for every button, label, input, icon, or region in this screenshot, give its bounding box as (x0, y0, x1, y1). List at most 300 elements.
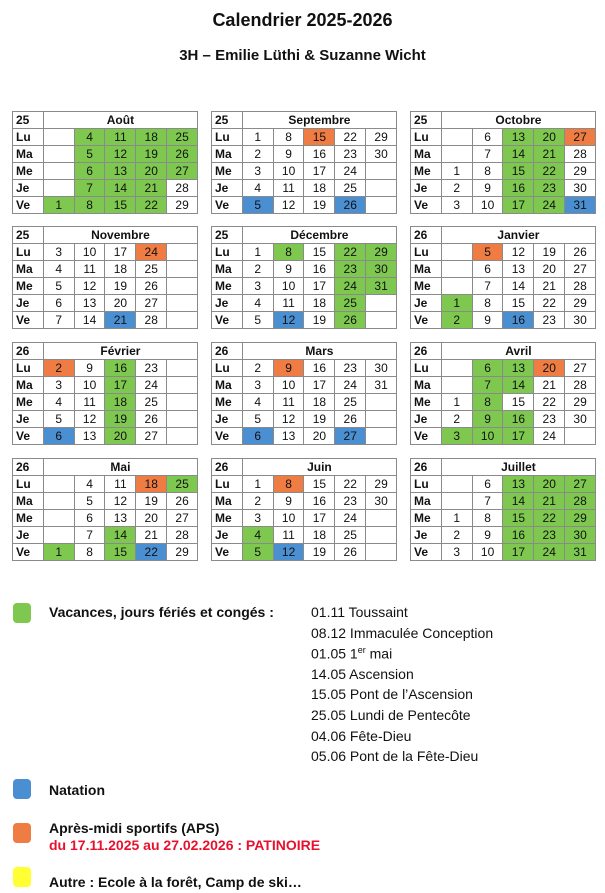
weekday-label: Ve (13, 312, 44, 329)
day-cell: 14 (503, 493, 534, 510)
day-cell: 21 (534, 278, 565, 295)
weekday-label: Je (13, 295, 44, 312)
day-cell: 20 (136, 510, 167, 527)
day-cell: 1 (43, 544, 74, 561)
day-cell: 13 (503, 476, 534, 493)
month-name: Octobre (441, 112, 595, 129)
day-cell: 9 (472, 411, 503, 428)
week-number: 26 (13, 343, 44, 360)
weekday-label: Ma (212, 377, 243, 394)
month-calendar (410, 226, 596, 329)
day-cell: 2 (441, 411, 472, 428)
holiday-text-suffix: mai (365, 645, 393, 662)
weekday-label: Ve (411, 428, 442, 445)
day-cell (441, 129, 472, 146)
day-cell: 26 (335, 197, 366, 214)
day-cell: 21 (105, 312, 136, 329)
day-cell: 23 (136, 360, 167, 377)
day-cell: 29 (167, 544, 198, 561)
day-cell (167, 244, 198, 261)
day-cell: 25 (136, 394, 167, 411)
day-cell: 2 (242, 493, 273, 510)
day-cell: 19 (304, 411, 335, 428)
day-cell (441, 244, 472, 261)
day-cell: 14 (503, 278, 534, 295)
month-name: Juillet (441, 459, 595, 476)
day-cell: 11 (74, 394, 105, 411)
day-cell: 10 (472, 197, 503, 214)
holiday-text: 04.06 Fête-Dieu (311, 727, 412, 744)
day-cell: 12 (273, 411, 304, 428)
day-cell: 16 (304, 360, 335, 377)
day-cell: 7 (472, 493, 503, 510)
day-cell: 9 (273, 261, 304, 278)
day-cell: 11 (273, 527, 304, 544)
day-cell: 14 (503, 146, 534, 163)
day-cell: 12 (105, 146, 136, 163)
day-cell: 21 (136, 527, 167, 544)
month-name: Mai (43, 459, 197, 476)
day-cell: 23 (335, 146, 366, 163)
day-cell: 28 (565, 278, 596, 295)
page-subtitle: 3H – Emilie Lüthi & Suzanne Wicht (179, 47, 426, 64)
weekday-label: Ma (212, 493, 243, 510)
day-cell: 22 (335, 244, 366, 261)
day-cell: 26 (167, 493, 198, 510)
day-cell: 29 (565, 295, 596, 312)
weekday-label: Je (212, 527, 243, 544)
day-cell: 16 (304, 261, 335, 278)
day-cell: 3 (441, 197, 472, 214)
day-cell (366, 544, 397, 561)
day-cell: 8 (273, 129, 304, 146)
day-cell: 25 (335, 295, 366, 312)
day-cell: 18 (304, 527, 335, 544)
day-cell: 5 (43, 278, 74, 295)
weekday-label: Je (411, 295, 442, 312)
month-name: Août (43, 112, 197, 129)
day-cell: 16 (503, 411, 534, 428)
day-cell (565, 428, 596, 445)
day-cell: 11 (273, 394, 304, 411)
weekday-label: Lu (212, 244, 243, 261)
day-cell: 29 (366, 129, 397, 146)
day-cell: 19 (105, 278, 136, 295)
day-cell: 31 (565, 544, 596, 561)
day-cell: 5 (472, 244, 503, 261)
month-calendar (12, 458, 198, 561)
day-cell: 15 (105, 544, 136, 561)
day-cell: 23 (534, 312, 565, 329)
day-cell: 21 (534, 146, 565, 163)
day-cell: 24 (335, 510, 366, 527)
day-cell: 15 (503, 295, 534, 312)
day-cell: 10 (273, 278, 304, 295)
day-cell: 12 (105, 493, 136, 510)
holiday-text: 15.05 Pont de l’Ascension (311, 686, 473, 703)
weekday-label: Ma (411, 377, 442, 394)
holiday-item (311, 748, 478, 764)
day-cell: 29 (565, 394, 596, 411)
day-cell: 5 (242, 411, 273, 428)
weekday-label: Ma (13, 377, 44, 394)
weekday-label: Lu (212, 129, 243, 146)
holiday-text: 25.05 Lundi de Pentecôte (311, 707, 471, 723)
day-cell: 26 (335, 312, 366, 329)
day-cell: 25 (136, 261, 167, 278)
weekday-label: Je (212, 295, 243, 312)
day-cell: 28 (167, 527, 198, 544)
weekday-label: Je (13, 411, 44, 428)
holiday-item (311, 645, 392, 662)
day-cell: 7 (74, 180, 105, 197)
month-name: Novembre (43, 227, 197, 244)
weekday-label: Lu (411, 476, 442, 493)
month-name: Avril (441, 343, 595, 360)
day-cell: 3 (242, 377, 273, 394)
day-cell: 31 (366, 377, 397, 394)
weekday-label: Lu (13, 129, 44, 146)
day-cell: 5 (43, 411, 74, 428)
day-cell: 27 (136, 295, 167, 312)
month-name: Décembre (242, 227, 396, 244)
day-cell: 13 (503, 129, 534, 146)
day-cell: 17 (304, 163, 335, 180)
day-cell: 29 (565, 510, 596, 527)
day-cell: 5 (242, 544, 273, 561)
day-cell: 13 (273, 428, 304, 445)
day-cell (43, 180, 74, 197)
week-number: 25 (13, 227, 44, 244)
day-cell (366, 312, 397, 329)
day-cell: 11 (74, 261, 105, 278)
day-cell (167, 360, 198, 377)
day-cell: 4 (242, 295, 273, 312)
day-cell: 23 (534, 180, 565, 197)
day-cell: 8 (273, 476, 304, 493)
weekday-label: Lu (411, 360, 442, 377)
day-cell: 17 (105, 377, 136, 394)
day-cell: 8 (273, 244, 304, 261)
day-cell: 24 (335, 377, 366, 394)
day-cell: 29 (366, 244, 397, 261)
day-cell: 6 (472, 261, 503, 278)
day-cell (366, 428, 397, 445)
day-cell: 20 (105, 295, 136, 312)
day-cell: 1 (441, 510, 472, 527)
month-calendar (410, 111, 596, 214)
day-cell (366, 197, 397, 214)
day-cell: 6 (472, 360, 503, 377)
holiday-item (311, 666, 414, 682)
day-cell: 27 (167, 163, 198, 180)
day-cell: 4 (242, 394, 273, 411)
day-cell (366, 163, 397, 180)
day-cell: 9 (472, 180, 503, 197)
day-cell: 27 (565, 476, 596, 493)
day-cell: 26 (136, 411, 167, 428)
week-number: 25 (212, 112, 243, 129)
day-cell: 10 (74, 244, 105, 261)
day-cell: 4 (242, 180, 273, 197)
month-name: Mars (242, 343, 396, 360)
day-cell (167, 295, 198, 312)
day-cell: 17 (503, 428, 534, 445)
day-cell: 14 (74, 312, 105, 329)
day-cell: 9 (74, 360, 105, 377)
day-cell: 18 (136, 129, 167, 146)
weekday-label: Je (411, 180, 442, 197)
day-cell (441, 278, 472, 295)
day-cell: 2 (242, 360, 273, 377)
day-cell: 3 (43, 377, 74, 394)
day-cell: 13 (74, 428, 105, 445)
weekday-label: Ma (411, 493, 442, 510)
weekday-label: Ve (411, 312, 442, 329)
day-cell: 10 (273, 377, 304, 394)
day-cell: 16 (304, 493, 335, 510)
day-cell: 13 (74, 295, 105, 312)
day-cell: 25 (335, 180, 366, 197)
day-cell: 2 (43, 360, 74, 377)
month-calendar (410, 458, 596, 561)
weekday-label: Je (212, 411, 243, 428)
legend-natation-label: Natation (49, 782, 105, 798)
day-cell: 12 (74, 411, 105, 428)
day-cell: 10 (472, 428, 503, 445)
day-cell: 27 (565, 261, 596, 278)
weekday-label: Me (212, 278, 243, 295)
day-cell (167, 278, 198, 295)
holiday-text: 01.05 1 (311, 645, 358, 662)
day-cell (441, 493, 472, 510)
day-cell (441, 146, 472, 163)
day-cell: 19 (534, 244, 565, 261)
day-cell: 27 (136, 428, 167, 445)
day-cell (366, 411, 397, 428)
day-cell: 14 (503, 377, 534, 394)
day-cell: 11 (273, 295, 304, 312)
weekday-label: Lu (13, 476, 44, 493)
weekday-label: Lu (13, 360, 44, 377)
day-cell: 21 (534, 493, 565, 510)
holiday-text: 05.06 Pont de la Fête-Dieu (311, 748, 479, 765)
day-cell: 19 (136, 146, 167, 163)
week-number: 26 (212, 343, 243, 360)
day-cell: 28 (136, 312, 167, 329)
day-cell (167, 312, 198, 329)
holiday-text: 08.12 Immaculée Conception (311, 624, 494, 641)
sports-swatch (13, 823, 31, 843)
day-cell: 6 (472, 129, 503, 146)
weekday-label: Je (212, 180, 243, 197)
day-cell: 10 (74, 377, 105, 394)
week-number: 25 (13, 112, 44, 129)
month-name: Janvier (441, 227, 595, 244)
day-cell: 17 (105, 244, 136, 261)
month-calendar (211, 111, 397, 214)
day-cell: 9 (273, 360, 304, 377)
weekday-label: Je (411, 411, 442, 428)
day-cell: 22 (534, 295, 565, 312)
day-cell: 17 (503, 544, 534, 561)
day-cell: 5 (242, 197, 273, 214)
day-cell: 12 (74, 278, 105, 295)
weekday-label: Me (411, 278, 442, 295)
day-cell (43, 129, 74, 146)
day-cell (43, 163, 74, 180)
day-cell: 8 (74, 197, 105, 214)
weekday-label: Ve (13, 197, 44, 214)
day-cell: 7 (74, 527, 105, 544)
week-number: 26 (13, 459, 44, 476)
weekday-label: Je (411, 527, 442, 544)
day-cell: 21 (136, 180, 167, 197)
month-calendar (211, 458, 397, 561)
day-cell: 22 (534, 510, 565, 527)
day-cell: 3 (43, 244, 74, 261)
day-cell: 30 (366, 261, 397, 278)
day-cell: 6 (242, 428, 273, 445)
day-cell: 17 (503, 197, 534, 214)
day-cell: 11 (105, 476, 136, 493)
day-cell: 31 (366, 278, 397, 295)
month-calendar (12, 111, 198, 214)
day-cell (167, 261, 198, 278)
weekday-label: Ma (13, 261, 44, 278)
day-cell: 18 (105, 394, 136, 411)
day-cell: 13 (503, 360, 534, 377)
weekday-label: Ma (411, 146, 442, 163)
weekday-label: Ma (13, 493, 44, 510)
day-cell: 30 (565, 312, 596, 329)
weekday-label: Me (212, 394, 243, 411)
day-cell: 3 (242, 510, 273, 527)
day-cell: 28 (565, 146, 596, 163)
day-cell: 25 (335, 394, 366, 411)
day-cell: 3 (441, 544, 472, 561)
day-cell: 6 (74, 163, 105, 180)
weekday-label: Lu (411, 244, 442, 261)
day-cell (366, 295, 397, 312)
day-cell: 22 (335, 476, 366, 493)
day-cell: 19 (136, 493, 167, 510)
week-number: 26 (411, 343, 442, 360)
day-cell: 2 (441, 527, 472, 544)
day-cell: 7 (472, 146, 503, 163)
legend-aps-detail: du 17.11.2025 au 27.02.2026 : PATINOIRE (49, 837, 321, 853)
day-cell: 24 (136, 377, 167, 394)
day-cell: 11 (105, 129, 136, 146)
day-cell: 30 (565, 411, 596, 428)
day-cell: 15 (304, 476, 335, 493)
day-cell: 7 (43, 312, 74, 329)
month-name: Juin (242, 459, 396, 476)
day-cell: 2 (242, 146, 273, 163)
weekday-label: Lu (411, 129, 442, 146)
day-cell: 10 (273, 510, 304, 527)
day-cell: 1 (242, 244, 273, 261)
day-cell: 1 (43, 197, 74, 214)
day-cell: 9 (273, 146, 304, 163)
day-cell: 26 (335, 411, 366, 428)
weekday-label: Me (13, 163, 44, 180)
day-cell: 22 (136, 197, 167, 214)
legend-vacances-label: Vacances, jours fériés et congés : (49, 604, 274, 620)
day-cell (366, 180, 397, 197)
weekday-label: Lu (13, 244, 44, 261)
day-cell: 30 (565, 527, 596, 544)
day-cell (366, 527, 397, 544)
weekday-label: Lu (212, 476, 243, 493)
weekday-label: Ve (13, 428, 44, 445)
day-cell (43, 527, 74, 544)
day-cell (366, 394, 397, 411)
day-cell: 26 (565, 244, 596, 261)
day-cell: 1 (242, 129, 273, 146)
day-cell: 10 (273, 163, 304, 180)
day-cell: 31 (565, 197, 596, 214)
day-cell: 4 (43, 261, 74, 278)
day-cell: 24 (534, 197, 565, 214)
day-cell: 23 (335, 493, 366, 510)
week-number: 26 (411, 459, 442, 476)
holiday-item (311, 604, 408, 620)
day-cell: 6 (74, 510, 105, 527)
weekday-label: Ma (212, 146, 243, 163)
weekday-label: Ve (411, 544, 442, 561)
day-cell: 23 (534, 527, 565, 544)
day-cell: 12 (273, 197, 304, 214)
day-cell: 28 (565, 493, 596, 510)
month-name: Septembre (242, 112, 396, 129)
day-cell (441, 377, 472, 394)
day-cell: 18 (304, 394, 335, 411)
week-number: 26 (411, 227, 442, 244)
day-cell: 3 (242, 278, 273, 295)
day-cell (167, 394, 198, 411)
day-cell: 4 (74, 476, 105, 493)
day-cell (43, 476, 74, 493)
day-cell (167, 377, 198, 394)
day-cell: 27 (335, 428, 366, 445)
weekday-label: Ma (212, 261, 243, 278)
day-cell: 9 (472, 527, 503, 544)
day-cell: 30 (366, 360, 397, 377)
day-cell: 7 (472, 278, 503, 295)
day-cell: 18 (105, 261, 136, 278)
weekday-label: Je (13, 180, 44, 197)
day-cell: 8 (472, 163, 503, 180)
day-cell: 26 (167, 146, 198, 163)
weekday-label: Ve (212, 544, 243, 561)
holiday-item (311, 686, 473, 702)
day-cell: 14 (105, 527, 136, 544)
day-cell: 20 (304, 428, 335, 445)
day-cell: 2 (441, 312, 472, 329)
day-cell: 16 (503, 180, 534, 197)
month-calendar (211, 342, 397, 445)
day-cell: 2 (441, 180, 472, 197)
holiday-item (311, 625, 493, 641)
day-cell: 30 (366, 146, 397, 163)
day-cell: 22 (335, 129, 366, 146)
day-cell: 22 (136, 544, 167, 561)
weekday-label: Me (212, 510, 243, 527)
day-cell: 3 (242, 163, 273, 180)
day-cell: 24 (335, 278, 366, 295)
day-cell: 13 (105, 510, 136, 527)
